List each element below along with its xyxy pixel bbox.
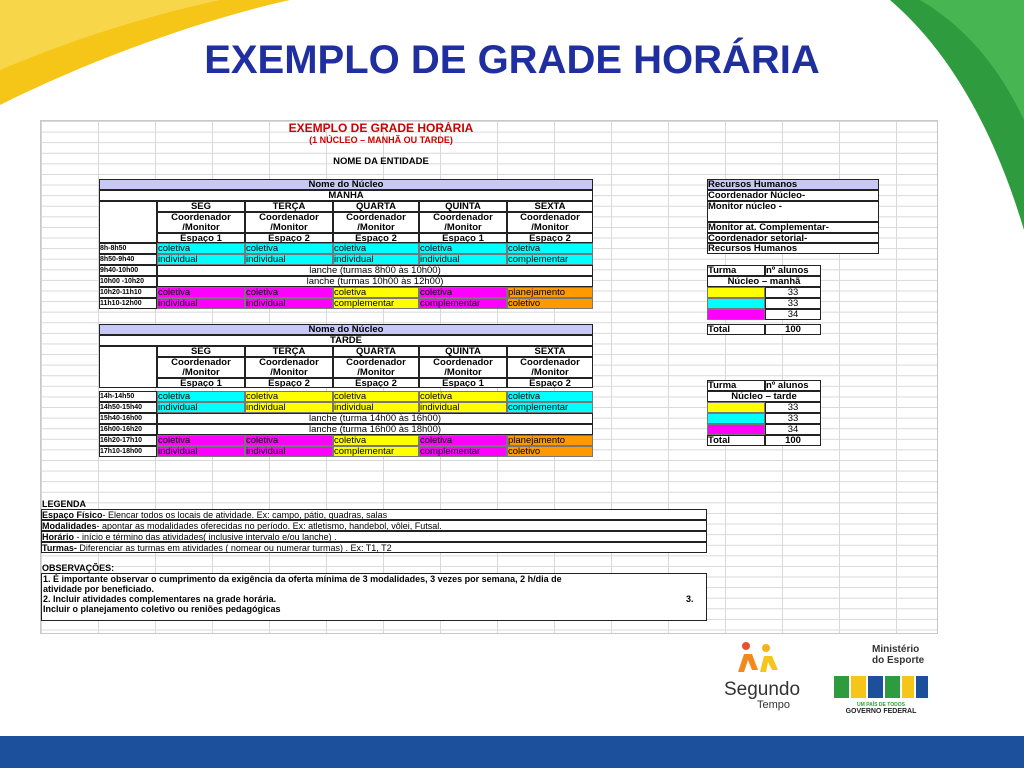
sheet-title: EXEMPLO DE GRADE HORÁRIA bbox=[288, 122, 474, 135]
segundo-label: Segundo bbox=[723, 679, 801, 700]
morning-space: Espaço 1 bbox=[419, 233, 507, 243]
turma-count: 33 bbox=[765, 402, 821, 413]
total-label: Total bbox=[707, 324, 765, 335]
break-row: lanche (turmas 8h00 às 10h00) bbox=[157, 265, 593, 276]
morning-day: TERÇA bbox=[245, 201, 333, 212]
activity-cell: coletiva bbox=[245, 243, 333, 254]
turma-swatch-magenta bbox=[707, 424, 765, 435]
time-slot: 11h10-12h00 bbox=[99, 298, 157, 309]
activity-cell: individual bbox=[333, 254, 419, 265]
rh-line: Coordenador Núcleo- bbox=[707, 190, 879, 201]
sheet-subtitle: (1 NÚCLEO – MANHÃ OU TARDE) bbox=[309, 135, 453, 145]
bottom-bar bbox=[0, 736, 1024, 768]
time-slot: 15h40-16h00 bbox=[99, 413, 157, 424]
afternoon-coord: Coordenador /Monitor bbox=[419, 357, 507, 378]
activity-cell: coletiva bbox=[333, 243, 419, 254]
afternoon-coord: Coordenador /Monitor bbox=[245, 357, 333, 378]
afternoon-coord: Coordenador /Monitor bbox=[507, 357, 593, 378]
obs-line: 1. É importante observar o cumprimento da exigência da oferta mínima de 3 modalidades, 3 vezes por semana, 2 h/dia de bbox=[43, 574, 562, 584]
afternoon-space: Espaço 2 bbox=[507, 378, 593, 388]
morning-space: Espaço 2 bbox=[507, 233, 593, 243]
rh-line: Coordenador setorial- bbox=[707, 233, 879, 243]
total-value: 100 bbox=[765, 435, 821, 446]
activity-cell: coletiva bbox=[245, 435, 333, 446]
time-slot: 17h10-18h00 bbox=[99, 446, 157, 457]
activity-cell: coletivo bbox=[507, 446, 593, 457]
activity-cell: coletiva bbox=[157, 391, 245, 402]
obs-line: 2. Incluir atividades complementares na grade horária. bbox=[43, 594, 277, 604]
morning-space: Espaço 2 bbox=[245, 233, 333, 243]
activity-cell: coletiva bbox=[245, 287, 333, 298]
turma-header: Turma bbox=[707, 380, 765, 391]
activity-cell: individual bbox=[245, 402, 333, 413]
legend-line: Turmas- Diferenciar as turmas em atividades ( nomear ou numerar turmas) . Ex: T1, T2 bbox=[41, 542, 707, 553]
activity-cell: individual bbox=[157, 254, 245, 265]
afternoon-period: TARDE bbox=[99, 335, 593, 346]
time-slot: 16h00-16h20 bbox=[99, 424, 157, 435]
activity-cell: individual bbox=[245, 446, 333, 457]
activity-cell: planejamento bbox=[507, 435, 593, 446]
turma-count: 33 bbox=[765, 413, 821, 424]
brasil-tagline: UM PAÍS DE TODOS bbox=[857, 702, 905, 708]
total-value: 100 bbox=[765, 324, 821, 335]
morning-space: Espaço 2 bbox=[333, 233, 419, 243]
afternoon-nucleo: Nome do Núcleo bbox=[99, 324, 593, 335]
schedule-spreadsheet bbox=[40, 120, 938, 634]
time-slot: 10h20-11h10 bbox=[99, 287, 157, 298]
morning-day: SEXTA bbox=[507, 201, 593, 212]
rh-title: Recursos Humanos bbox=[707, 179, 879, 190]
activity-cell: coletiva bbox=[333, 391, 419, 402]
obs-line: Incluir o planejamento coletivo ou reniões pedagógicas bbox=[43, 604, 281, 614]
nucleo-manha: Núcleo – manhã bbox=[707, 276, 821, 287]
obs-title: OBSERVAÇÕES: bbox=[42, 563, 115, 573]
morning-coord: Coordenador /Monitor bbox=[157, 212, 245, 233]
activity-cell: coletivo bbox=[507, 298, 593, 309]
activity-cell: coletiva bbox=[333, 435, 419, 446]
activity-cell: coletiva bbox=[507, 391, 593, 402]
rh-line: Monitor at. Complementar- bbox=[707, 222, 879, 233]
afternoon-space: Espaço 1 bbox=[419, 378, 507, 388]
ministerio-logo bbox=[872, 644, 962, 674]
morning-coord: Coordenador /Monitor bbox=[333, 212, 419, 233]
legend-line: Modalidades- apontar as modalidades oferecidas no período. Ex: atletismo, handebol, vôlei, Futsal. bbox=[41, 520, 707, 531]
break-row: lanche (turmas 10h00 às 12h00) bbox=[157, 276, 593, 287]
entity-name: NOME DA ENTIDADE bbox=[333, 157, 429, 167]
activity-cell: individual bbox=[333, 402, 419, 413]
afternoon-coord: Coordenador /Monitor bbox=[333, 357, 419, 378]
afternoon-day: QUARTA bbox=[333, 346, 419, 357]
morning-corner bbox=[99, 201, 157, 243]
legend-title: LEGENDA bbox=[42, 499, 87, 509]
activity-cell: complementar bbox=[419, 298, 507, 309]
segundo-tempo-logo bbox=[712, 640, 812, 710]
turma-header: Turma bbox=[707, 265, 765, 276]
activity-cell: coletiva bbox=[245, 391, 333, 402]
afternoon-space: Espaço 2 bbox=[333, 378, 419, 388]
activity-cell: individual bbox=[157, 446, 245, 457]
activity-cell: individual bbox=[419, 402, 507, 413]
activity-cell: coletiva bbox=[419, 435, 507, 446]
obs-line: 3. bbox=[686, 594, 694, 604]
activity-cell: individual bbox=[419, 254, 507, 265]
segundo-tempo-figures-icon bbox=[712, 640, 812, 676]
ministerio-label: Ministério bbox=[872, 644, 920, 655]
time-slot: 14h50-15h40 bbox=[99, 402, 157, 413]
afternoon-day: TERÇA bbox=[245, 346, 333, 357]
activity-cell: complementar bbox=[419, 446, 507, 457]
brasil-flag-letters-icon bbox=[834, 676, 928, 698]
esporte-label: do Esporte bbox=[872, 655, 925, 666]
break-row: lanche (turma 14h00 às 16h00) bbox=[157, 413, 593, 424]
morning-nucleo: Nome do Núcleo bbox=[99, 179, 593, 190]
activity-cell: individual bbox=[245, 298, 333, 309]
activity-cell: individual bbox=[245, 254, 333, 265]
activity-cell: individual bbox=[157, 298, 245, 309]
activity-cell: individual bbox=[157, 402, 245, 413]
afternoon-day: QUINTA bbox=[419, 346, 507, 357]
time-slot: 16h20-17h10 bbox=[99, 435, 157, 446]
break-row: lanche (turma 16h00 às 18h00) bbox=[157, 424, 593, 435]
activity-cell: planejamento bbox=[507, 287, 593, 298]
afternoon-space: Espaço 2 bbox=[245, 378, 333, 388]
rh-line: Monitor núcleo - bbox=[707, 201, 879, 222]
alunos-header: nº alunos bbox=[765, 380, 821, 391]
turma-swatch-cyan bbox=[707, 298, 765, 309]
page-title: EXEMPLO DE GRADE HORÁRIA bbox=[204, 38, 820, 82]
morning-coord: Coordenador /Monitor bbox=[419, 212, 507, 233]
morning-coord: Coordenador /Monitor bbox=[507, 212, 593, 233]
morning-space: Espaço 1 bbox=[157, 233, 245, 243]
governo-label: GOVERNO FEDERAL bbox=[845, 708, 917, 715]
turma-count: 33 bbox=[765, 298, 821, 309]
activity-cell: complementar bbox=[333, 298, 419, 309]
morning-coord: Coordenador /Monitor bbox=[245, 212, 333, 233]
legend-line: Espaço Físico- Elencar todos os locais de atividade. Ex: campo, pátio, quadras, salas bbox=[41, 509, 707, 520]
obs-line: atividade por beneficiado. bbox=[43, 584, 155, 594]
rh-line: Recursos Humanos bbox=[707, 243, 879, 254]
afternoon-day: SEXTA bbox=[507, 346, 593, 357]
alunos-header: nº alunos bbox=[765, 265, 821, 276]
afternoon-day: SEG bbox=[157, 346, 245, 357]
time-slot: 8h50-9h40 bbox=[99, 254, 157, 265]
activity-cell: complementar bbox=[507, 254, 593, 265]
tempo-label: Tempo bbox=[756, 699, 790, 711]
morning-day: SEG bbox=[157, 201, 245, 212]
turma-swatch-yellow bbox=[707, 402, 765, 413]
activity-cell: coletiva bbox=[507, 243, 593, 254]
activity-cell: coletiva bbox=[157, 435, 245, 446]
total-label: Total bbox=[707, 435, 765, 446]
governo-federal-logo bbox=[834, 676, 928, 715]
turma-count: 33 bbox=[765, 287, 821, 298]
morning-day: QUINTA bbox=[419, 201, 507, 212]
turma-count: 34 bbox=[765, 424, 821, 435]
afternoon-space: Espaço 1 bbox=[157, 378, 245, 388]
morning-day: QUARTA bbox=[333, 201, 419, 212]
morning-period: MANHÃ bbox=[99, 190, 593, 201]
activity-cell: coletiva bbox=[157, 243, 245, 254]
afternoon-corner bbox=[99, 346, 157, 388]
time-slot: 9h40-10h00 bbox=[99, 265, 157, 276]
activity-cell: complementar bbox=[507, 402, 593, 413]
afternoon-coord: Coordenador /Monitor bbox=[157, 357, 245, 378]
activity-cell: coletiva bbox=[419, 287, 507, 298]
time-slot: 10h00 -10h20 bbox=[99, 276, 157, 287]
activity-cell: coletiva bbox=[333, 287, 419, 298]
legend-line: Horário - início e término das atividades( inclusive intervalo e/ou lanche) . bbox=[41, 531, 707, 542]
turma-swatch-yellow bbox=[707, 287, 765, 298]
turma-count: 34 bbox=[765, 309, 821, 320]
time-slot: 14h-14h50 bbox=[99, 391, 157, 402]
turma-swatch-magenta bbox=[707, 309, 765, 320]
activity-cell: coletiva bbox=[419, 243, 507, 254]
time-slot: 8h-8h50 bbox=[99, 243, 157, 254]
activity-cell: coletiva bbox=[419, 391, 507, 402]
activity-cell: complementar bbox=[333, 446, 419, 457]
nucleo-tarde: Núcleo – tarde bbox=[707, 391, 821, 402]
activity-cell: coletiva bbox=[157, 287, 245, 298]
turma-swatch-cyan bbox=[707, 413, 765, 424]
